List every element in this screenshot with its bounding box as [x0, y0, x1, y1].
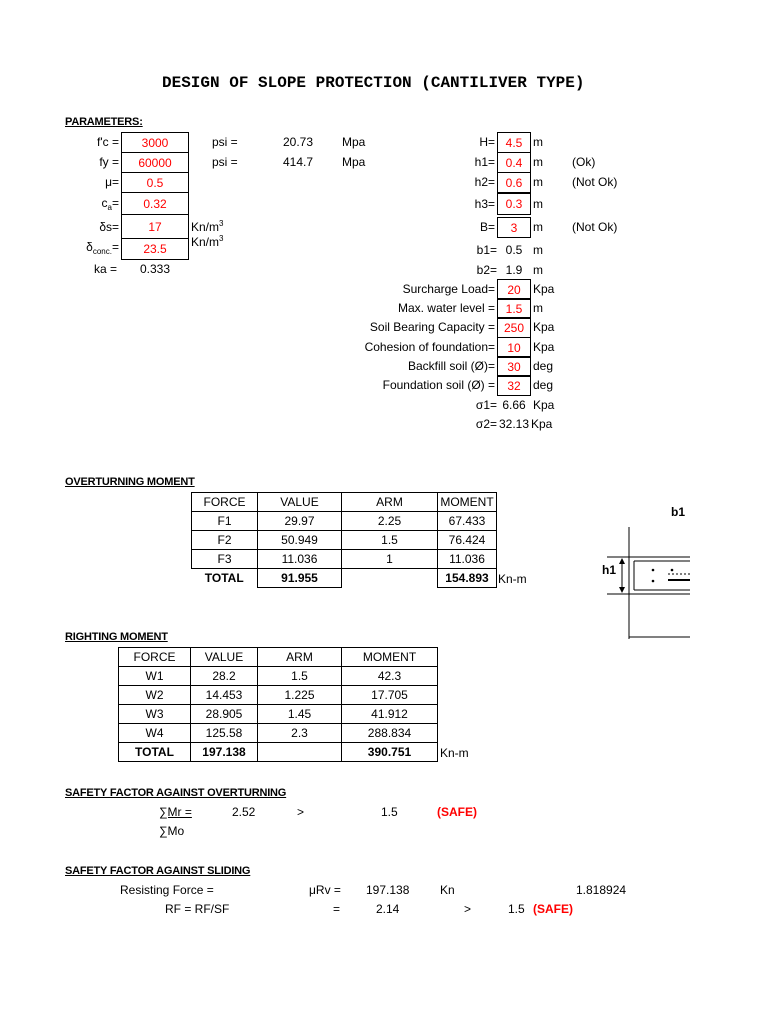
b1-dimension-label: b1	[671, 505, 686, 519]
ca-label-equals: =	[111, 196, 119, 210]
arm-cell: 1	[342, 550, 438, 569]
h2-value-cell: 0.6	[497, 172, 531, 193]
arm-cell: 1.45	[258, 705, 342, 724]
backfill-soil-unit: deg	[533, 359, 554, 373]
fc-converted: 20.73	[283, 135, 314, 149]
force-cell: W3	[119, 705, 191, 724]
sf-overturning-limit: 1.5	[381, 805, 398, 819]
sf-sliding-comparator: >	[464, 902, 472, 916]
sf-sliding-heading: SAFETY FACTOR AGAINST SLIDING	[65, 865, 251, 877]
column-header-moment: MOMENT	[342, 648, 438, 667]
arrowhead-down-icon	[619, 587, 625, 593]
sigma1-label: σ1=	[475, 398, 497, 412]
rf-equals: =	[333, 902, 341, 916]
table-row	[192, 550, 497, 569]
fc-unit: psi =	[212, 135, 238, 149]
total-label: TOTAL	[192, 569, 258, 588]
h1-value-cell: 0.4	[497, 152, 531, 173]
b2-value: 1.9	[505, 263, 523, 277]
h3-unit: m	[533, 197, 543, 211]
value-cell: 28.2	[191, 667, 258, 686]
mu-label: μ=	[105, 175, 119, 189]
moment-cell: 288.834	[342, 724, 438, 743]
table-row	[192, 531, 497, 550]
force-cell: F2	[192, 531, 258, 550]
surcharge-label: Surcharge Load=	[402, 282, 495, 296]
sf-sliding-status-badge: (SAFE)	[533, 902, 573, 916]
bearing-capacity-value-cell: 250	[497, 317, 531, 338]
moment-cell: 11.036	[438, 550, 497, 569]
wall-section-diagram	[598, 500, 692, 642]
b2-unit: m	[533, 263, 543, 277]
foundation-soil-value-cell: 32	[497, 375, 531, 396]
column-header-arm: ARM	[258, 648, 342, 667]
column-header-value: VALUE	[258, 493, 342, 512]
overturning-heading: OVERTURNING MOMENT	[65, 476, 195, 488]
moment-cell: 42.3	[342, 667, 438, 686]
righting-heading: RIGHTING MOMENT	[65, 631, 168, 643]
surcharge-value-cell: 20	[497, 279, 531, 300]
side-calculation-value: 1.818924	[576, 883, 627, 897]
sigma2-label: σ2=	[475, 417, 497, 431]
force-cell: F1	[192, 512, 258, 531]
rf-value: 2.14	[376, 902, 400, 916]
B-unit: m	[533, 220, 543, 234]
moment-cell: 67.433	[438, 512, 497, 531]
ds-unit-exponent: 3	[219, 219, 224, 228]
sf-sliding-limit: 1.5	[508, 902, 525, 916]
sigma2-value: 32.13	[498, 417, 530, 431]
ca-value-cell: 0.32	[121, 192, 189, 215]
value-cell: 29.97	[258, 512, 342, 531]
arrowhead-up-icon	[619, 558, 625, 564]
sf-overturning-status-badge: (SAFE)	[437, 805, 477, 819]
total-value: 91.955	[258, 569, 342, 588]
resisting-force-unit: Kn	[440, 883, 455, 897]
B-value-cell: 3	[497, 217, 531, 238]
total-row	[192, 569, 497, 588]
sigma2-unit: Kpa	[531, 417, 553, 431]
cohesion-value-cell: 10	[497, 337, 531, 358]
surcharge-unit: Kpa	[533, 282, 555, 296]
h1-unit: m	[533, 155, 543, 169]
h3-value-cell: 0.3	[497, 193, 531, 215]
ca-label-main: c	[101, 196, 108, 210]
dconc-value-cell: 23.5	[121, 238, 189, 260]
ds-value-cell: 17	[121, 214, 189, 239]
column-header-force: FORCE	[119, 648, 191, 667]
resisting-force-value: 197.138	[366, 883, 410, 897]
table-row	[192, 512, 497, 531]
fy-converted: 414.7	[283, 155, 314, 169]
column-header-value: VALUE	[191, 648, 258, 667]
ds-unit-main: Kn/m	[191, 220, 220, 234]
arm-cell: 1.5	[258, 667, 342, 686]
b1-unit: m	[533, 243, 543, 257]
arm-cell: 1.225	[258, 686, 342, 705]
rebar-dot	[652, 580, 655, 583]
value-cell: 11.036	[258, 550, 342, 569]
h1-check-note: (Ok)	[572, 155, 596, 169]
dconc-label	[86, 239, 119, 255]
total-row	[119, 743, 438, 762]
bearing-capacity-label: Soil Bearing Capacity =	[369, 320, 495, 334]
parameters-heading: PARAMETERS:	[65, 116, 143, 128]
fc-converted-unit: Mpa	[342, 135, 366, 149]
column-header-moment: MOMENT	[438, 493, 497, 512]
table-row	[119, 705, 438, 724]
value-cell: 50.949	[258, 531, 342, 550]
total-arm-blank	[342, 569, 438, 588]
sf-overturning-comparator: >	[297, 805, 305, 819]
righting-table	[118, 647, 438, 762]
sf-overturning-heading: SAFETY FACTOR AGAINST OVERTURNING	[65, 787, 287, 799]
fy-converted-unit: Mpa	[342, 155, 366, 169]
h1-dimension-label: h1	[602, 563, 617, 577]
total-moment: 154.893	[438, 569, 497, 588]
sf-overturning-denominator: ∑Mo	[159, 824, 185, 838]
resisting-force-label: Resisting Force =	[120, 883, 214, 897]
moment-cell: 41.912	[342, 705, 438, 724]
overturning-table	[191, 492, 497, 588]
dconc-label-equals: =	[111, 240, 119, 254]
H-unit: m	[533, 135, 543, 149]
fc-value-cell: 3000	[121, 132, 189, 153]
H-value-cell: 4.5	[497, 132, 531, 153]
dconc-label-main: δ	[86, 240, 93, 254]
sf-overturning-numerator: ∑Mr =	[159, 805, 192, 819]
righting-total-unit: Kn-m	[440, 746, 469, 760]
total-label: TOTAL	[119, 743, 191, 762]
foundation-soil-unit: deg	[533, 378, 554, 392]
rebar-dot	[671, 569, 674, 572]
arm-cell: 1.5	[342, 531, 438, 550]
sf-overturning-value: 2.52	[232, 805, 256, 819]
force-cell: W2	[119, 686, 191, 705]
column-header-arm: ARM	[342, 493, 438, 512]
value-cell: 28.905	[191, 705, 258, 724]
B-label: B=	[479, 220, 495, 234]
value-cell: 14.453	[191, 686, 258, 705]
dconc-label-subscript: conc.	[92, 247, 112, 256]
table-header-row	[119, 648, 438, 667]
column-header-force: FORCE	[192, 493, 258, 512]
table-row	[119, 686, 438, 705]
mu-value-cell: 0.5	[121, 172, 189, 193]
h2-check-note: (Not Ok)	[572, 175, 618, 189]
table-row	[119, 667, 438, 686]
moment-cell: 17.705	[342, 686, 438, 705]
ka-value: 0.333	[139, 262, 171, 276]
dconc-unit	[191, 234, 223, 250]
water-level-label: Max. water level =	[397, 301, 495, 315]
h1-label: h1=	[474, 155, 495, 169]
dconc-unit-main: Kn/m	[191, 235, 220, 249]
bearing-capacity-unit: Kpa	[533, 320, 555, 334]
ka-label: ka =	[93, 262, 117, 276]
moment-cell: 76.424	[438, 531, 497, 550]
cohesion-unit: Kpa	[533, 340, 555, 354]
ds-label: δs=	[99, 220, 119, 234]
cohesion-label: Cohesion of foundation=	[364, 340, 495, 354]
ca-label	[102, 195, 119, 211]
fc-label: f'c =	[97, 135, 119, 149]
ds-unit	[191, 219, 223, 235]
b2-label: b2=	[476, 263, 497, 277]
sigma1-unit: Kpa	[533, 398, 555, 412]
force-cell: F3	[192, 550, 258, 569]
b1-label: b1=	[476, 243, 497, 257]
fy-value-cell: 60000	[121, 152, 189, 173]
rf-label: RF = RF/SF	[165, 902, 230, 916]
overturning-total-unit: Kn-m	[498, 572, 527, 586]
page-title: DESIGN OF SLOPE PROTECTION (CANTILIVER TYPE)	[162, 74, 585, 92]
h2-label: h2=	[474, 175, 495, 189]
h2-unit: m	[533, 175, 543, 189]
force-cell: W4	[119, 724, 191, 743]
h3-label: h3=	[474, 197, 495, 211]
rebar-dot	[652, 569, 655, 572]
B-check-note: (Not Ok)	[572, 220, 618, 234]
fy-label: fy =	[99, 155, 119, 169]
fy-unit: psi =	[212, 155, 238, 169]
dconc-unit-exponent: 3	[219, 234, 224, 243]
value-cell: 125.58	[191, 724, 258, 743]
total-value: 197.138	[191, 743, 258, 762]
force-cell: W1	[119, 667, 191, 686]
backfill-soil-value-cell: 30	[497, 356, 531, 377]
total-moment: 390.751	[342, 743, 438, 762]
table-header-row	[192, 493, 497, 512]
foundation-soil-label: Foundation soil (Ø) =	[382, 378, 495, 392]
sigma1-value: 6.66	[502, 398, 526, 412]
arm-cell: 2.25	[342, 512, 438, 531]
b1-value: 0.5	[505, 243, 523, 257]
arm-cell: 2.3	[258, 724, 342, 743]
H-label: H=	[479, 135, 495, 149]
ca-label-subscript: a	[107, 203, 112, 212]
water-level-value-cell: 1.5	[497, 298, 531, 319]
table-row	[119, 724, 438, 743]
backfill-soil-label: Backfill soil (Ø)=	[407, 359, 495, 373]
water-level-unit: m	[533, 301, 543, 315]
resisting-force-formula: μRv =	[309, 883, 341, 897]
total-arm-blank	[258, 743, 342, 762]
